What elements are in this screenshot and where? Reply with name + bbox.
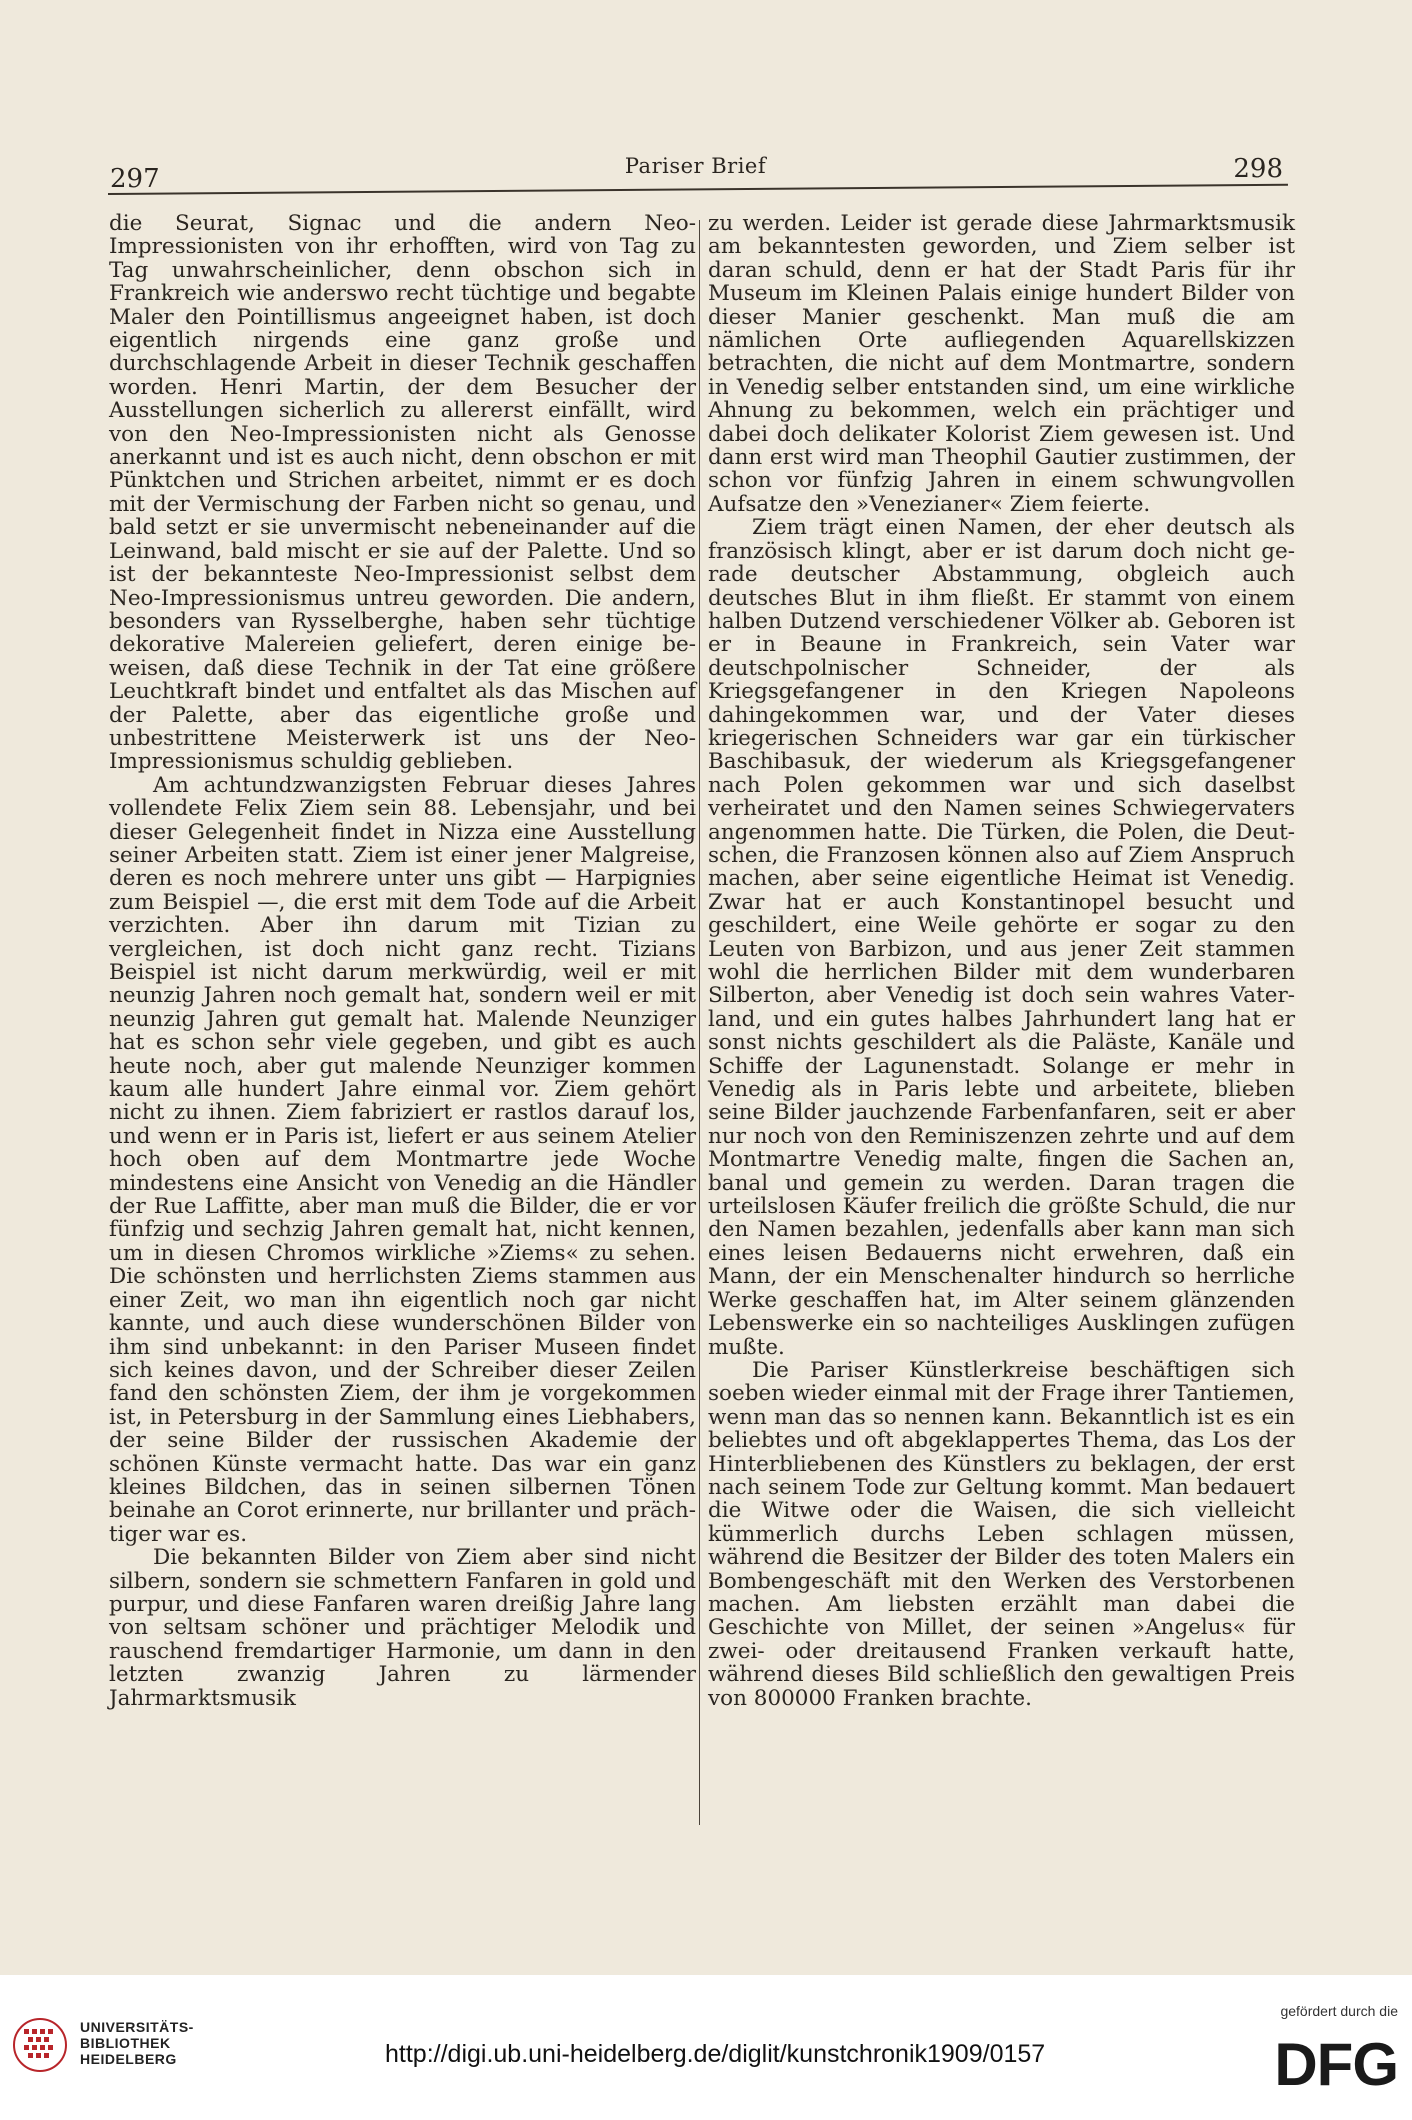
right-paragraph-1: zu werden. Leider ist gerade diese Jahrmarktsmusik am bekanntesten geworden, und Ziem selber ist daran schuld, denn er hat der Stadt Paris für ihr Museum im Kleinen Palais einige hundert Bilder von dieser Manier geschenkt. Man muß die am nämlichen Orte aufliegenden Aquarellskizzen betrachten, die nicht auf dem Montmartre, sondern in Venedig selber entstanden sind, um eine wirkliche Ahnung zu bekommen, welch ein prächtiger und dabei doch delikater Kolorist Ziem gewesen ist. Und dann erst wird man Theophil Gautier zustimmen, der schon vor fünfzig Jahren in einem schwungvollen Aufsatze den »Venezianer« Ziem feierte.: [708, 211, 1295, 517]
column-divider: [699, 220, 700, 1825]
university-seal-icon: [10, 2015, 70, 2075]
footer-bar: [0, 1975, 1412, 2120]
sponsor-label: gefördert durch die: [1280, 2003, 1398, 2019]
left-column: [109, 212, 696, 1710]
right-paragraph-2: Ziem trägt einen Namen, der eher deutsch als französisch klingt, aber er ist darum doch nicht gerade deutscher Abstammung, obgleich auch deutsches Blut in ihm fließt. Er stammt von einem halben Dutzend verschiedener Völker ab. Geboren ist er in Beaune in Frankreich, sein Vater war deutschpolnischer Schneider, der als Kriegsgefangener in den Kriegen Napoleons dahingekommen war, und der Vater dieses kriegerischen Schneiders war gar ein türkischer Baschibasuk, der wiederum als Kriegsgefangener nach Polen gekommen war und sich daselbst verheiratet und den Namen seines Schwiegervaters angenommen hatte. Die Türken, die Polen, die Deutschen, die Franzosen können also auf Ziem Anspruch machen, aber seine eigentliche Heimat ist Venedig. Zwar hat er auch Konstantinopel besucht und geschildert, eine Weile gehörte er sogar zu den Leuten von Barbizon, und aus jener Zeit stammen wohl die herrlichen Bilder mit dem wunderbaren Silberton, aber Venedig ist doch sein wahres Vaterland, und ein gutes halbes Jahrhundert lang hat er sonst nichts geschildert als die Paläste, Kanäle und Schiffe der Lagunenstadt. Solange er mehr in Venedig als in Paris lebte und arbeitete, blieben seine Bilder jauchzende Farbenfanfaren, seit er aber nur noch von den Reminiszenzen zehrte und auf dem Montmartre Venedig malte, fingen die Sachen an, banal und gemein zu werden. Daran tragen die urteilslosen Käufer freilich die größte Schuld, die nur den Namen bezahlen, jedenfalls aber kann man sich eines leisen Bedauerns nicht erwehren, daß ein Mann, der ein Menschenalter hindurch so herrliche Werke geschaffen hat, im Alter seinem glänzenden Lebenswerke ein so nachteiliges Ausklingen zufügen mußte.: [708, 515, 1295, 1360]
left-paragraph-1: die Seurat, Signac und die andern Neo-Impressionisten von ihr erhofften, wird von Tag zu Tag unwahrscheinlicher, denn obschon sich in Frankreich wie anderswo recht tüchtige und begabte Maler den Pointillismus angeeignet haben, ist doch eigentlich nirgends eine ganz große und durchschlagende Arbeit in dieser Technik geschaffen worden. Henri Martin, der dem Besucher der Ausstellungen sicherlich zu allererst einfällt, wird von den Neo-Impressionisten nicht als Genosse anerkannt und ist es auch nicht, denn obschon er mit Pünktchen und Strichen arbeitet, nimmt er es doch mit der Vermischung der Farben nicht so genau, und bald setzt er sie unvermischt nebeneinander auf die Leinwand, bald mischt er sie auf der Palette. Und so ist der bekannteste Neo-Impressionist selbst dem Neo-Impressionismus untreu geworden. Die andern, besonders van Rysselberghe, haben sehr tüchtige dekorative Malereien geliefert, deren einige beweisen, daß diese Technik in der Tat eine größere Leuchtkraft bindet und entfaltet als das Mischen auf der Palette, aber das eigentliche große und unbestrittene Meisterwerk ist uns der Neo-Impressionismus schuldig geblieben.: [109, 211, 696, 775]
right-column: [708, 212, 1295, 1710]
institution-name: UNIVERSITÄTS- BIBLIOTHEK HEIDELBERG: [80, 2019, 194, 2067]
page-number-left: 297: [110, 164, 160, 194]
right-paragraph-3: Die Pariser Künstlerkreise beschäftigen sich soeben wieder einmal mit der Frage ihrer Tantiemen, wenn man das so nennen kann. Bekanntlich ist es ein beliebtes und oft abgeklappertes Thema, das Los der Hinterbliebenen des Künstlers zu beklagen, der erst nach seinem Tode zur Geltung kommt. Man bedauert die Witwe oder die Waisen, die sich vielleicht kümmerlich durchs Leben schlagen müssen, während die Besitzer der Bilder des toten Malers ein Bombengeschäft mit den Werken des Verstorbenen machen. Am liebsten erzählt man dabei die Geschichte von Millet, der seinen »Angelus« für zwei- oder dreitausend Franken verkauft hatte, während dieses Bild schließlich den gewaltigen Preis von 800000 Franken brachte.: [708, 1357, 1295, 1711]
left-paragraph-2: Am achtundzwanzigsten Februar dieses Jahres vollendete Felix Ziem sein 88. Lebensjahr, und bei dieser Gelegenheit findet in Nizza eine Ausstellung seiner Arbeiten statt. Ziem ist einer jener Malgreise, deren es noch mehrere unter uns gibt — Harpignies zum Beispiel —, die erst mit dem Tode auf die Arbeit verzichten. Aber ihn darum mit Tizian zu vergleichen, ist doch nicht ganz recht. Tizians Beispiel ist nicht darum merkwürdig, weil er mit neunzig Jahren noch gemalt hat, sondern weil er mit neunzig Jahren gut gemalt hat. Malende Neunziger hat es schon sehr viele gegeben, und gibt es auch heute noch, aber gut malende Neunziger kommen kaum alle hundert Jahre einmal vor. Ziem gehört nicht zu ihnen. Ziem fabriziert er rastlos darauf los, und wenn er in Paris ist, liefert er aus seinem Atelier hoch oben auf dem Montmartre jede Woche mindestens eine Ansicht von Venedig an die Händler der Rue Laffitte, aber man muß die Bilder, die er vor fünfzig und sechzig Jahren gemalt hat, nicht kennen, um in diesen Chromos wirkliche »Ziems« zu sehen. Die schönsten und herrlichsten Ziems stammen aus einer Zeit, wo man ihn eigentlich noch gar nicht kannte, und auch diese wunderschönen Bilder von ihm sind unbekannt: in den Pariser Museen findet sich keines davon, und der Schreiber dieser Zeilen fand den schönsten Ziem, der ihm je vorgekommen ist, in Petersburg in der Sammlung eines Liebhabers, der seine Bilder der russischen Akademie der schönen Künste vermacht hatte. Das war ein ganz kleines Bildchen, das in seinen silbernen Tönen beinahe an Corot erinnerte, nur brillanter und prächtiger war es.: [109, 772, 696, 1547]
running-title: Pariser Brief: [624, 154, 767, 178]
left-paragraph-3: Die bekannten Bilder von Ziem aber sind nicht silbern, sondern sie schmettern Fanfaren in gold und purpur, und diese Fanfaren waren dreißig Jahre lang von seltsam schöner und prächtiger Melodik und rauschend fremdartiger Harmonie, um dann in den letzten zwanzig Jahren zu lärmender Jahrmarktsmusik: [109, 1545, 696, 1711]
source-url-link[interactable]: http://digi.ub.uni-heidelberg.de/diglit/kunstchronik1909/0157: [385, 2040, 1046, 2068]
page-number-right: 298: [1233, 154, 1283, 184]
dfg-logo: DFG: [1274, 2031, 1398, 2098]
